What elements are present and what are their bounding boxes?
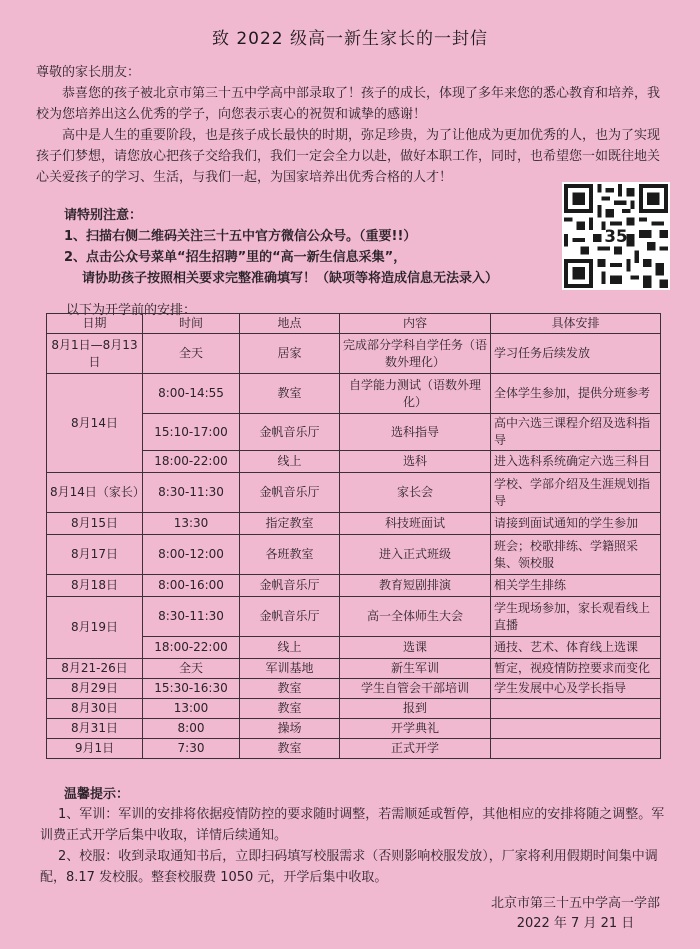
schedule-table [46, 313, 661, 759]
table-header-row [47, 314, 661, 334]
cell-place: 操场 [240, 719, 340, 739]
notice-item-2-detail: 请协助孩子按照相关要求完整准确填写！（缺项等将造成信息无法录入） [82, 271, 499, 286]
letter-title: 致 2022 级高一新生家长的一封信 [211, 29, 489, 49]
cell-arrangement: 通技、艺术、体育线上选课 [491, 637, 661, 659]
cell-date: 8月14日（家长） [47, 473, 143, 513]
cell-arrangement: 班会；校歌排练、学籍照采集、领校服 [491, 535, 661, 575]
cell-place: 金帆音乐厅 [240, 414, 340, 451]
cell-arrangement: 学校、学部介绍及生涯规划指导 [491, 473, 661, 513]
cell-place: 线上 [240, 451, 340, 473]
cell-arrangement [491, 699, 661, 719]
header-arrangement: 具体安排 [491, 314, 661, 334]
cell-place: 教室 [240, 679, 340, 699]
cell-content: 选课 [340, 637, 491, 659]
cell-arrangement: 相关学生排练 [491, 575, 661, 597]
cell-time: 8:00 [143, 719, 240, 739]
cell-arrangement: 进入选科系统确定六选三科目 [491, 451, 661, 473]
cell-arrangement [491, 739, 661, 759]
table-row [47, 513, 661, 535]
cell-time: 8:00-14:55 [143, 374, 240, 414]
cell-time: 13:00 [143, 699, 240, 719]
qr-code-icon[interactable] [562, 182, 670, 290]
cell-content: 报到 [340, 699, 491, 719]
cell-place: 军训基地 [240, 659, 340, 679]
cell-time: 18:00-22:00 [143, 637, 240, 659]
cell-time: 8:30-11:30 [143, 597, 240, 637]
paragraph-1: 恭喜您的孩子被北京市第三十五中学高中部录取了！孩子的成长，体现了多年来您的悉心教育和培养，我校为您培养出这么优秀的学子，向您表示衷心的祝贺和诚挚的感谢！ [36, 86, 661, 122]
notice-item-1: 1、扫描右侧二维码关注三十五中官方微信公众号。（重要!!） [64, 229, 417, 244]
cell-place: 教室 [240, 739, 340, 759]
cell-place: 指定教室 [240, 513, 340, 535]
cell-content: 开学典礼 [340, 719, 491, 739]
cell-time: 8:00-12:00 [143, 535, 240, 575]
table-row [47, 739, 661, 759]
cell-content: 进入正式班级 [340, 535, 491, 575]
cell-arrangement: 学生现场参加，家长观看线上直播 [491, 597, 661, 637]
cell-time: 8:00-16:00 [143, 575, 240, 597]
signature-org: 北京市第三十五中学高一学部 [490, 896, 660, 911]
table-row [47, 679, 661, 699]
table-row [47, 659, 661, 679]
header-time: 时间 [143, 314, 240, 334]
cell-place: 居家 [240, 334, 340, 374]
cell-content: 正式开学 [340, 739, 491, 759]
svg-text:35: 35 [604, 227, 628, 247]
cell-arrangement: 学生发展中心及学长指导 [491, 679, 661, 699]
table-row [47, 535, 661, 575]
cell-content: 选科指导 [340, 414, 491, 451]
tip-uniform: 2、校服：收到录取通知书后，立即扫码填写校服需求（否则影响校服发放），厂家将利用假期时间集中调配，8.17 发校服。整套校服费 1050 元，开学后集中收取。 [40, 849, 658, 885]
notice-list [64, 226, 534, 289]
cell-arrangement: 暂定，视疫情防控要求而变化 [491, 659, 661, 679]
schedule-heading: 以下为开学前的安排： [66, 303, 197, 318]
header-date: 日期 [47, 314, 143, 334]
table-row [47, 699, 661, 719]
cell-time: 8:30-11:30 [143, 473, 240, 513]
cell-content: 科技班面试 [340, 513, 491, 535]
cell-arrangement: 学习任务后续发放 [491, 334, 661, 374]
cell-content: 家长会 [340, 473, 491, 513]
header-place: 地点 [240, 314, 340, 334]
cell-date: 8月15日 [47, 513, 143, 535]
cell-place: 教室 [240, 374, 340, 414]
cell-time: 18:00-22:00 [143, 451, 240, 473]
cell-date: 8月19日 [47, 597, 143, 659]
cell-arrangement: 全体学生参加，提供分班参考 [491, 374, 661, 414]
tip-military-training: 1、军训：军训的安排将依据疫情防控的要求随时调整，若需顺延或暂停，其他相应的安排将随之调整。军训费正式开学后集中收取，详情后续通知。 [40, 807, 665, 843]
cell-content: 完成部分学科自学任务（语数外理化） [340, 334, 491, 374]
header-content: 内容 [340, 314, 491, 334]
cell-date: 8月14日 [47, 374, 143, 473]
cell-content: 教育短剧排演 [340, 575, 491, 597]
cell-time: 15:30-16:30 [143, 679, 240, 699]
notice-heading: 请特别注意： [64, 208, 143, 223]
cell-date: 8月17日 [47, 535, 143, 575]
cell-time: 全天 [143, 334, 240, 374]
table-row [47, 374, 661, 414]
greeting: 尊敬的家长朋友： [36, 65, 141, 80]
cell-date: 8月30日 [47, 699, 143, 719]
cell-date: 8月1日—8月13日 [47, 334, 143, 374]
cell-place: 金帆音乐厅 [240, 575, 340, 597]
cell-date: 8月21-26日 [47, 659, 143, 679]
table-row [47, 473, 661, 513]
cell-arrangement: 高中六选三课程介绍及选科指导 [491, 414, 661, 451]
table-row [47, 719, 661, 739]
cell-place: 教室 [240, 699, 340, 719]
signature-date: 2022 年 7 月 21 日 [516, 916, 635, 931]
notice-item-2: 2、点击公众号菜单“招生招聘”里的“高一新生信息采集”， [64, 250, 407, 265]
table-row [47, 597, 661, 637]
tips-list [40, 804, 670, 888]
table-row [47, 334, 661, 374]
cell-content: 选科 [340, 451, 491, 473]
cell-content: 新生军训 [340, 659, 491, 679]
cell-date: 8月18日 [47, 575, 143, 597]
table-row [47, 575, 661, 597]
cell-place: 金帆音乐厅 [240, 473, 340, 513]
tips-heading: 温馨提示： [64, 787, 130, 802]
cell-place: 线上 [240, 637, 340, 659]
cell-arrangement [491, 719, 661, 739]
cell-content: 高一全体师生大会 [340, 597, 491, 637]
cell-place: 金帆音乐厅 [240, 597, 340, 637]
cell-date: 8月31日 [47, 719, 143, 739]
cell-date: 9月1日 [47, 739, 143, 759]
signature [491, 894, 660, 934]
paragraph-2: 高中是人生的重要阶段，也是孩子成长最快的时期，弥足珍贵，为了让他成为更加优秀的人，也为了实现孩子们梦想，请您放心把孩子交给我们，我们一定会全力以赴，做好本职工作，同时，也希望您一如既往地关心关爱孩子的学习、生活，与我们一起，为国家培养出优秀合格的人才！ [36, 128, 661, 185]
cell-content: 学生自管会干部培训 [340, 679, 491, 699]
cell-time: 7:30 [143, 739, 240, 759]
cell-place: 各班教室 [240, 535, 340, 575]
cell-time: 15:10-17:00 [143, 414, 240, 451]
cell-date: 8月29日 [47, 679, 143, 699]
cell-arrangement: 请接到面试通知的学生参加 [491, 513, 661, 535]
cell-time: 13:30 [143, 513, 240, 535]
cell-content: 自学能力测试（语数外理化） [340, 374, 491, 414]
cell-time: 全天 [143, 659, 240, 679]
